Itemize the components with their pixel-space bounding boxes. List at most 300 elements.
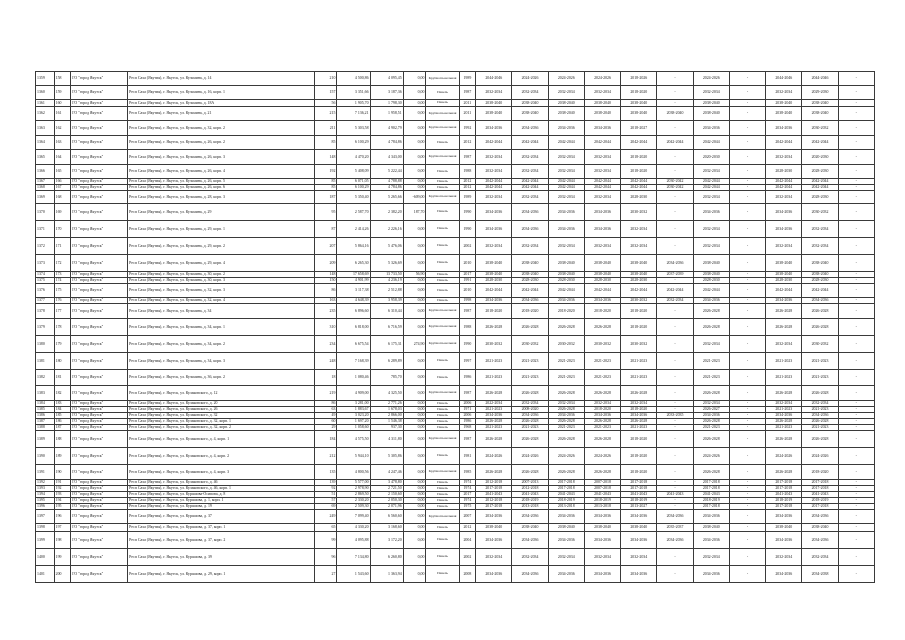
cell-period-5: 2018-2026 xyxy=(621,72,657,86)
cell-municipality: ГО "город Якутск" xyxy=(71,204,128,221)
cell-period-6: - xyxy=(657,121,693,136)
cell-area: 310 xyxy=(314,319,337,336)
cell-period-5: 2018-2020 xyxy=(621,431,657,448)
cell-total-area: 5 303,58 xyxy=(337,121,370,136)
cell-period-5: 2018-2020 xyxy=(621,150,657,165)
cell-period-5: 2038-2040 xyxy=(621,100,657,107)
cell-period-8: - xyxy=(729,425,765,431)
cell-house-id: 181 xyxy=(54,370,71,386)
cell-period-10: 2021-2023 xyxy=(802,370,838,386)
cell-period-11: - xyxy=(838,191,874,204)
cell-area: 157 xyxy=(314,86,337,100)
cell-house-id: 173 xyxy=(54,272,71,278)
cell-period-11: - xyxy=(838,419,874,425)
cell-living-area: 1 798,30 xyxy=(370,100,403,107)
cell-wall-material: Панель xyxy=(426,549,459,566)
cell-living-area: 4 311,80 xyxy=(370,431,403,448)
cell-address: Респ Саха (Якутия), г. Якутск, ул. Кузьмина, д. 30, корп. 3 xyxy=(128,278,314,284)
cell-period-2: 2028-2030 xyxy=(512,278,548,284)
cell-period-1: 2032-2034 xyxy=(476,86,512,100)
cell-other-area: 0,00 xyxy=(403,386,426,401)
cell-period-7: 2034-2036 xyxy=(693,121,729,136)
cell-period-7: 2038-2040 xyxy=(693,255,729,272)
cell-municipality: ГО "город Якутск" xyxy=(71,407,128,413)
cell-living-area: 6 560,60 xyxy=(370,510,403,524)
cell-area: 163 xyxy=(314,298,337,304)
cell-area: 29 xyxy=(314,425,337,431)
cell-municipality: ГО "город Якутск" xyxy=(71,425,128,431)
cell-total-area: 1 543,60 xyxy=(337,566,370,583)
cell-period-10: 2018-2019 xyxy=(802,498,838,504)
cell-living-area: 2 071,96 xyxy=(370,504,403,510)
cell-wall-material: Крупнопа-нельная xyxy=(426,304,459,319)
cell-period-4: 2021-2023 xyxy=(584,425,620,431)
table-row xyxy=(36,150,875,165)
cell-other-area: 0,00 xyxy=(403,425,426,431)
cell-period-2: 2018-2019 xyxy=(512,498,548,504)
cell-area: 139 xyxy=(314,480,337,486)
cell-row-number: 1364 xyxy=(36,136,55,150)
cell-build-year: 2017 xyxy=(459,272,476,278)
cell-living-area: 785,70 xyxy=(370,370,403,386)
cell-municipality: ГО "город Якутск" xyxy=(71,221,128,238)
cell-wall-material: Крупнопа-нельная xyxy=(426,336,459,353)
cell-wall-material: Крупнопа-нельная xyxy=(426,510,459,524)
cell-other-area: 0,00 xyxy=(403,448,426,465)
cell-address: Респ Саха (Якутия), г. Якутск, ул. Кузьмина, д. 26, корп. 2 xyxy=(128,136,314,150)
cell-period-9: 2034-2036 xyxy=(766,121,802,136)
cell-period-3: 2032-2034 xyxy=(548,165,584,179)
cell-row-number: 1372 xyxy=(36,238,55,255)
cell-period-11: - xyxy=(838,492,874,498)
cell-other-area: 0,00 xyxy=(403,136,426,150)
cell-period-6: - xyxy=(657,238,693,255)
cell-period-1: 2032-2034 xyxy=(476,150,512,165)
cell-area: 187 xyxy=(314,191,337,204)
cell-build-year: 2002 xyxy=(459,238,476,255)
cell-period-1: 2026-2028 xyxy=(476,319,512,336)
cell-area: 60 xyxy=(314,419,337,425)
table-row xyxy=(36,386,875,401)
cell-row-number: 1374 xyxy=(36,272,55,278)
table-row xyxy=(36,136,875,150)
cell-period-6: 2042-2044 xyxy=(657,136,693,150)
cell-period-11: - xyxy=(838,353,874,370)
cell-house-id: 185 xyxy=(54,413,71,419)
cell-total-area: 1 058,60 xyxy=(337,425,370,431)
cell-period-7: 2034-2036 xyxy=(693,532,729,549)
cell-period-10: 2028-2030 xyxy=(802,191,838,204)
cell-period-11: - xyxy=(838,121,874,136)
cell-build-year: 1986 xyxy=(459,370,476,386)
cell-build-year: 2010 xyxy=(459,284,476,298)
cell-period-4: 2032-2034 xyxy=(584,549,620,566)
cell-period-1: 2018-2020 xyxy=(476,304,512,319)
cell-period-4: 2028-2030 xyxy=(584,278,620,284)
cell-period-2: 2038-2040 xyxy=(512,100,548,107)
cell-period-6: - xyxy=(657,386,693,401)
cell-period-4: 2034-2036 xyxy=(584,298,620,304)
table-row xyxy=(36,319,875,336)
cell-period-10: 2042-2044 xyxy=(802,284,838,298)
cell-period-5: 2018-2020 xyxy=(621,304,657,319)
cell-municipality: ГО "город Якутск" xyxy=(71,370,128,386)
cell-period-5: 2018-2020 xyxy=(621,86,657,100)
cell-other-area: 0,00 xyxy=(403,407,426,413)
cell-total-area: 6 896,60 xyxy=(337,304,370,319)
cell-build-year: 1998 xyxy=(459,298,476,304)
cell-period-6: - xyxy=(657,431,693,448)
table-row xyxy=(36,336,875,353)
cell-period-1: 2021-2023 xyxy=(476,353,512,370)
cell-row-number: 1382 xyxy=(36,370,55,386)
cell-house-id: 198 xyxy=(54,532,71,549)
cell-period-9: 2021-2023 xyxy=(766,407,802,413)
cell-period-3: 2032-2034 xyxy=(548,150,584,165)
cell-period-10: 2032-2034 xyxy=(802,238,838,255)
cell-build-year: 1987 xyxy=(459,431,476,448)
cell-wall-material: Панель xyxy=(426,204,459,221)
cell-period-5: 2034-2036 xyxy=(621,413,657,419)
cell-period-7: 2032-2034 xyxy=(693,86,729,100)
cell-period-5: 2032-2034 xyxy=(621,221,657,238)
cell-period-3: 2018-2019 xyxy=(548,498,584,504)
cell-build-year: 2004 xyxy=(459,532,476,549)
cell-address: Респ Саха (Якутия), г. Якутск, ул. Кузьмина, д. 28, корп. 3 xyxy=(128,191,314,204)
cell-living-area: 5 265,66 xyxy=(370,191,403,204)
cell-period-5: 2041-2043 xyxy=(621,492,657,498)
cell-period-9: 2034-2036 xyxy=(766,532,802,549)
cell-wall-material: Панель xyxy=(426,419,459,425)
cell-period-11: - xyxy=(838,238,874,255)
cell-period-1: 2026-2028 xyxy=(476,386,512,401)
cell-period-6: - xyxy=(657,191,693,204)
cell-wall-material: Панель xyxy=(426,425,459,431)
cell-period-2: 2026-2028 xyxy=(512,319,548,336)
cell-period-2: 2034-2036 xyxy=(512,204,548,221)
cell-period-11: - xyxy=(838,272,874,278)
cell-living-area: 6 175,31 xyxy=(370,336,403,353)
cell-address: Респ Саха (Якутия), г. Якутск, ул. Кулаковского, д. 20 xyxy=(128,401,314,407)
cell-house-id: 197 xyxy=(54,524,71,532)
cell-period-2: 2013-2018 xyxy=(512,504,548,510)
cell-row-number: 1396 xyxy=(36,504,55,510)
cell-period-8: - xyxy=(729,72,765,86)
cell-period-6: - xyxy=(657,72,693,86)
cell-period-10: 2034-2036 xyxy=(802,532,838,549)
cell-period-9: 2026-2028 xyxy=(766,304,802,319)
cell-period-1: 2038-2040 xyxy=(476,255,512,272)
cell-period-10: 2038-2040 xyxy=(802,107,838,121)
cell-period-9: 2026-2028 xyxy=(766,319,802,336)
cell-area: 49 xyxy=(314,413,337,419)
cell-living-area: 6 260,80 xyxy=(370,549,403,566)
cell-period-2: 2026-2028 xyxy=(512,465,548,480)
cell-period-7: 2026-2028 xyxy=(693,431,729,448)
cell-period-7: 2026-2028 xyxy=(693,465,729,480)
cell-other-area: 0,00 xyxy=(403,370,426,386)
cell-living-area: 1 363,94 xyxy=(370,566,403,583)
cell-period-5: 2017-2018 xyxy=(621,480,657,486)
cell-wall-material: Панель xyxy=(426,100,459,107)
cell-period-3: 2034-2036 xyxy=(548,566,584,583)
cell-period-4: 2034-2036 xyxy=(584,221,620,238)
cell-period-7: 2026-2028 xyxy=(693,304,729,319)
cell-period-5: 2026-2028 xyxy=(621,419,657,425)
cell-municipality: ГО "город Якутск" xyxy=(71,272,128,278)
cell-row-number: 1370 xyxy=(36,204,55,221)
cell-living-area: 3 172,20 xyxy=(370,532,403,549)
cell-living-area: 5 326,69 xyxy=(370,255,403,272)
cell-house-id: 175 xyxy=(54,284,71,298)
cell-period-11: - xyxy=(838,486,874,492)
cell-wall-material: Панель xyxy=(426,185,459,191)
cell-address: Респ Саха (Якутия), г. Якутск, ул. Кузьмина, д. 26, корп. 3 xyxy=(128,150,314,165)
cell-total-area: 3 281,00 xyxy=(337,401,370,407)
table-row xyxy=(36,238,875,255)
cell-municipality: ГО "город Якутск" xyxy=(71,486,128,492)
cell-period-5: 2038-2040 xyxy=(621,255,657,272)
cell-period-8: - xyxy=(729,549,765,566)
cell-period-1: 2034-2036 xyxy=(476,121,512,136)
cell-period-8: - xyxy=(729,304,765,319)
cell-build-year: 1988 xyxy=(459,165,476,179)
cell-area: 57 xyxy=(314,498,337,504)
cell-total-area: 6 100,29 xyxy=(337,136,370,150)
cell-address: Респ Саха (Якутия), г. Якутск, ул. Курашова, д. 29, корп. 1 xyxy=(128,566,314,583)
cell-period-2: 2034-2036 xyxy=(512,298,548,304)
cell-period-2: 2042-2044 xyxy=(512,185,548,191)
cell-build-year: 2010 xyxy=(459,255,476,272)
cell-period-11: - xyxy=(838,278,874,284)
cell-address: Респ Саха (Якутия), г. Якутск, ул. Кулаковского, д. 4, корп. 2 xyxy=(128,448,314,465)
cell-period-3: 2017-2018 xyxy=(548,486,584,492)
cell-period-5: 2018-2020 xyxy=(621,465,657,480)
cell-wall-material: Панель xyxy=(426,179,459,185)
cell-living-area: 6 716,59 xyxy=(370,319,403,336)
cell-other-area: 0,00 xyxy=(403,353,426,370)
cell-row-number: 1394 xyxy=(36,492,55,498)
cell-row-number: 1373 xyxy=(36,255,55,272)
cell-row-number: 1379 xyxy=(36,319,55,336)
cell-row-number: 1385 xyxy=(36,407,55,413)
cell-period-4: 2034-2036 xyxy=(584,204,620,221)
cell-period-6: - xyxy=(657,407,693,413)
cell-period-11: - xyxy=(838,465,874,480)
cell-period-7: 2034-2036 xyxy=(693,204,729,221)
cell-address: Респ Саха (Якутия), г. Якутск, ул. Кузьмина, д. 30, корп. 2 xyxy=(128,272,314,278)
cell-period-3: 2017-2018 xyxy=(548,480,584,486)
cell-period-4: 2007-2018 xyxy=(584,486,620,492)
cell-period-2: 2032-2034 xyxy=(512,86,548,100)
cell-period-9: 2017-2018 xyxy=(766,480,802,486)
cell-period-8: - xyxy=(729,136,765,150)
cell-row-number: 1375 xyxy=(36,278,55,284)
cell-house-id: 165 xyxy=(54,165,71,179)
cell-municipality: ГО "город Якутск" xyxy=(71,524,128,532)
cell-period-11: - xyxy=(838,72,874,86)
cell-period-11: - xyxy=(838,284,874,298)
cell-period-7: 2034-2036 xyxy=(693,298,729,304)
cell-period-2: 2034-2036 xyxy=(512,532,548,549)
cell-period-10: 2038-2040 xyxy=(802,524,838,532)
cell-period-7: 2034-2036 xyxy=(693,413,729,419)
cell-period-7: 2032-2034 xyxy=(693,549,729,566)
cell-row-number: 1363 xyxy=(36,121,55,136)
cell-period-3: 2026-2028 xyxy=(548,465,584,480)
cell-area: 63 xyxy=(314,407,337,413)
cell-period-7: 2018-2019 xyxy=(693,498,729,504)
cell-period-8: - xyxy=(729,150,765,165)
cell-period-10: 2026-2028 xyxy=(802,419,838,425)
cell-period-6: - xyxy=(657,419,693,425)
cell-period-4: 2032-2034 xyxy=(584,165,620,179)
cell-wall-material: Панель xyxy=(426,401,459,407)
cell-address: Респ Саха (Якутия), г. Якутск, ул. Кузьмина, д. 32, корп. 2 xyxy=(128,121,314,136)
cell-period-6: - xyxy=(657,504,693,510)
cell-house-id: 171 xyxy=(54,238,71,255)
cell-period-3: 2026-2028 xyxy=(548,419,584,425)
cell-total-area: 4 901,99 xyxy=(337,278,370,284)
cell-area: 27 xyxy=(314,566,337,583)
cell-wall-material: Панель xyxy=(426,448,459,465)
cell-area: 86 xyxy=(314,284,337,298)
cell-period-9: 2032-2034 xyxy=(766,150,802,165)
cell-row-number: 1360 xyxy=(36,86,55,100)
cell-period-4: 2032-2034 xyxy=(584,86,620,100)
cell-period-1: 2034-2036 xyxy=(476,532,512,549)
cell-house-id: 169 xyxy=(54,204,71,221)
cell-house-id: 179 xyxy=(54,336,71,353)
cell-house-id: 194 xyxy=(54,498,71,504)
cell-period-9: 2026-2028 xyxy=(766,465,802,480)
cell-wall-material: Панель xyxy=(426,165,459,179)
cell-row-number: 1366 xyxy=(36,165,55,179)
cell-living-area: 4 788,88 xyxy=(370,179,403,185)
table-row xyxy=(36,255,875,272)
cell-period-8: - xyxy=(729,185,765,191)
cell-wall-material: Крупнопа-нельная xyxy=(426,386,459,401)
cell-period-7: 2032-2034 xyxy=(693,401,729,407)
cell-house-id: 190 xyxy=(54,465,71,480)
cell-area: 148 xyxy=(314,272,337,278)
cell-period-6: - xyxy=(657,165,693,179)
cell-municipality: ГО "город Якутск" xyxy=(71,480,128,486)
cell-wall-material: Крупнопа-нельная xyxy=(426,191,459,204)
cell-period-1: 2034-2036 xyxy=(476,413,512,419)
cell-living-area: 2 771,26 xyxy=(370,401,403,407)
cell-period-10: 2034-2036 xyxy=(802,510,838,524)
cell-period-9: 2026-2028 xyxy=(766,386,802,401)
cell-house-id: 200 xyxy=(54,566,71,583)
cell-period-1: 2038-2040 xyxy=(476,100,512,107)
cell-period-7: 2026-2028 xyxy=(693,386,729,401)
cell-period-3: 2032-2034 xyxy=(548,86,584,100)
cell-period-8: - xyxy=(729,524,765,532)
cell-living-area: 6 310,44 xyxy=(370,304,403,319)
cell-other-area: 187,70 xyxy=(403,204,426,221)
cell-period-6: - xyxy=(657,150,693,165)
cell-period-7: 2038-2040 xyxy=(693,100,729,107)
cell-row-number: 1395 xyxy=(36,498,55,504)
cell-house-id: 164 xyxy=(54,150,71,165)
cell-period-10: 2017-2018 xyxy=(802,480,838,486)
cell-address: Респ Саха (Якутия), г. Якутск, ул. Кузьмина, д. 34 xyxy=(128,304,314,319)
cell-period-11: - xyxy=(838,150,874,165)
cell-period-2: 2038-2040 xyxy=(512,524,548,532)
cell-period-4: 2034-2036 xyxy=(584,566,620,583)
cell-period-9: 2018-2019 xyxy=(766,498,802,504)
cell-build-year: 1974 xyxy=(459,486,476,492)
cell-wall-material: Панель xyxy=(426,353,459,370)
cell-row-number: 1376 xyxy=(36,284,55,298)
cell-build-year: 1975 xyxy=(459,504,476,510)
cell-total-area: 3 351,66 xyxy=(337,86,370,100)
cell-period-4: 2032-2034 xyxy=(584,191,620,204)
cell-period-11: - xyxy=(838,510,874,524)
cell-row-number: 1386 xyxy=(36,413,55,419)
cell-total-area: 7 168,39 xyxy=(337,353,370,370)
cell-period-6: - xyxy=(657,370,693,386)
cell-period-11: - xyxy=(838,532,874,549)
cell-period-2: 2024-2026 xyxy=(512,72,548,86)
cell-period-4: 2018-2020 xyxy=(584,304,620,319)
cell-build-year: 1988 xyxy=(459,319,476,336)
cell-period-11: - xyxy=(838,431,874,448)
cell-period-3: 2021-2023 xyxy=(548,425,584,431)
cell-other-area: 0,00 xyxy=(403,401,426,407)
cell-period-3: 2038-2040 xyxy=(548,107,584,121)
cell-period-9: 2032-2034 xyxy=(766,549,802,566)
cell-period-7: 2021-2023 xyxy=(693,370,729,386)
cell-period-10: 2038-2040 xyxy=(802,100,838,107)
cell-area: 95 xyxy=(314,204,337,221)
cell-period-11: - xyxy=(838,136,874,150)
cell-total-area: 4 575,50 xyxy=(337,431,370,448)
cell-period-8: - xyxy=(729,504,765,510)
cell-period-4: 2026-2028 xyxy=(584,319,620,336)
cell-period-10: 2017-2018 xyxy=(802,486,838,492)
cell-build-year: 1974 xyxy=(459,498,476,504)
cell-period-10: 2034-2036 xyxy=(802,298,838,304)
table-row xyxy=(36,431,875,448)
cell-period-3: 2034-2036 xyxy=(548,413,584,419)
cell-row-number: 1383 xyxy=(36,386,55,401)
cell-period-4: 2034-2036 xyxy=(584,413,620,419)
cell-build-year: 1992 xyxy=(459,121,476,136)
cell-build-year: 1987 xyxy=(459,304,476,319)
cell-period-5: 2042-2044 xyxy=(621,284,657,298)
cell-period-7: 2017-2018 xyxy=(693,504,729,510)
cell-period-8: - xyxy=(729,419,765,425)
cell-wall-material: Панель xyxy=(426,532,459,549)
cell-wall-material: Панель xyxy=(426,413,459,419)
cell-period-5: 2021-2023 xyxy=(621,425,657,431)
cell-period-2: 2021-2023 xyxy=(512,353,548,370)
cell-period-8: - xyxy=(729,566,765,583)
cell-wall-material: Панель xyxy=(426,272,459,278)
cell-total-area: 17 658,69 xyxy=(337,272,370,278)
cell-period-9: 2032-2034 xyxy=(766,401,802,407)
cell-period-8: - xyxy=(729,272,765,278)
cell-period-8: - xyxy=(729,319,765,336)
cell-row-number: 1369 xyxy=(36,191,55,204)
cell-period-6: - xyxy=(657,425,693,431)
cell-address: Респ Саха (Якутия), г. Якутск, ул. Кулаковского, д. 32, корп. 2 xyxy=(128,425,314,431)
cell-period-4: 2024-2026 xyxy=(584,448,620,465)
cell-period-10: 2021-2023 xyxy=(802,407,838,413)
cell-other-area: 0,00 xyxy=(403,86,426,100)
